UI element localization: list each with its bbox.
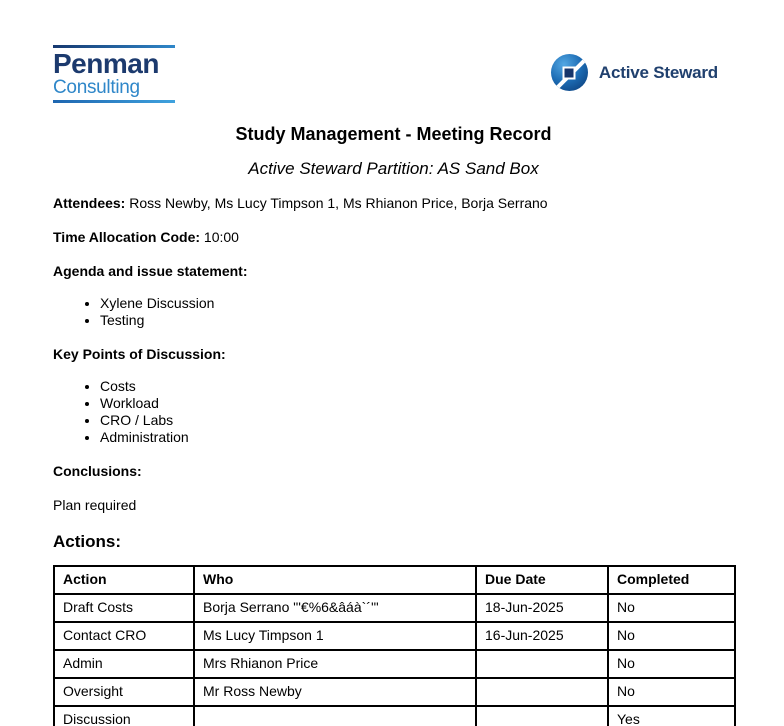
cell-completed: Yes bbox=[608, 706, 735, 726]
key-point-item: • Workload bbox=[100, 395, 734, 412]
column-header-action: Action bbox=[54, 566, 194, 594]
cell-action: Draft Costs bbox=[54, 594, 194, 622]
key-point-item: • CRO / Labs bbox=[100, 412, 734, 429]
agenda-heading: Agenda and issue statement: bbox=[53, 263, 248, 279]
cell-who bbox=[194, 706, 476, 726]
table-header-row bbox=[54, 566, 735, 594]
time-allocation-line bbox=[53, 229, 734, 246]
page-subtitle: Active Steward Partition: AS Sand Box bbox=[248, 159, 539, 178]
time-allocation-value: 10:00 bbox=[203, 229, 239, 245]
agenda-item: • Testing bbox=[100, 312, 734, 329]
column-header-completed: Completed bbox=[608, 566, 735, 594]
key-point-item: • Costs bbox=[100, 378, 734, 395]
cell-who: Mr Ross Newby bbox=[194, 678, 476, 706]
cell-due-date: 18-Jun-2025 bbox=[476, 594, 608, 622]
cell-completed: No bbox=[608, 678, 735, 706]
sphere-center-square bbox=[563, 66, 576, 79]
cell-who: Borja Serrano "'€%6&âáà`´'" bbox=[194, 594, 476, 622]
time-allocation-label: Time Allocation Code: bbox=[53, 229, 201, 245]
cell-completed: No bbox=[608, 622, 735, 650]
cell-completed: No bbox=[608, 650, 735, 678]
attendees-label: Attendees: bbox=[53, 195, 126, 211]
penman-logo-bottom-rule bbox=[53, 100, 175, 103]
cell-completed: No bbox=[608, 594, 735, 622]
cell-who: Mrs Rhianon Price bbox=[194, 650, 476, 678]
cell-action: Contact CRO bbox=[54, 622, 194, 650]
attendees-value: Ross Newby, Ms Lucy Timpson 1, Ms Rhianon Price, Borja Serrano bbox=[129, 195, 548, 211]
cell-action: Admin bbox=[54, 650, 194, 678]
key-points-list bbox=[53, 378, 734, 446]
actions-table bbox=[53, 565, 736, 726]
penman-consulting-logo bbox=[53, 45, 175, 103]
cell-action: Oversight bbox=[54, 678, 194, 706]
agenda-list bbox=[53, 295, 734, 329]
cell-due-date bbox=[476, 678, 608, 706]
agenda-item: • Xylene Discussion bbox=[100, 295, 734, 312]
table-row bbox=[54, 678, 735, 706]
key-point-item: • Administration bbox=[100, 429, 734, 446]
penman-logo-word-consulting: Consulting bbox=[53, 77, 140, 98]
key-points-heading: Key Points of Discussion: bbox=[53, 346, 226, 362]
cell-due-date: 16-Jun-2025 bbox=[476, 622, 608, 650]
column-header-due-date: Due Date bbox=[476, 566, 608, 594]
table-row bbox=[54, 706, 735, 726]
table-row bbox=[54, 650, 735, 678]
cell-action: Discussion bbox=[54, 706, 194, 726]
cell-due-date bbox=[476, 650, 608, 678]
cell-who: Ms Lucy Timpson 1 bbox=[194, 622, 476, 650]
table-row bbox=[54, 594, 735, 622]
active-steward-wordmark: Active Steward bbox=[598, 63, 718, 82]
attendees-line bbox=[53, 195, 734, 212]
active-steward-sphere-icon bbox=[551, 54, 588, 91]
conclusions-text: Plan required bbox=[53, 497, 137, 513]
conclusions-heading: Conclusions: bbox=[53, 463, 142, 479]
table-row bbox=[54, 622, 735, 650]
penman-logo-word-penman: Penman bbox=[53, 48, 159, 79]
cell-due-date bbox=[476, 706, 608, 726]
actions-heading: Actions: bbox=[53, 532, 121, 551]
column-header-who: Who bbox=[194, 566, 476, 594]
page-title: Study Management - Meeting Record bbox=[235, 124, 552, 144]
active-steward-logo bbox=[551, 54, 718, 91]
document-header bbox=[53, 45, 734, 103]
